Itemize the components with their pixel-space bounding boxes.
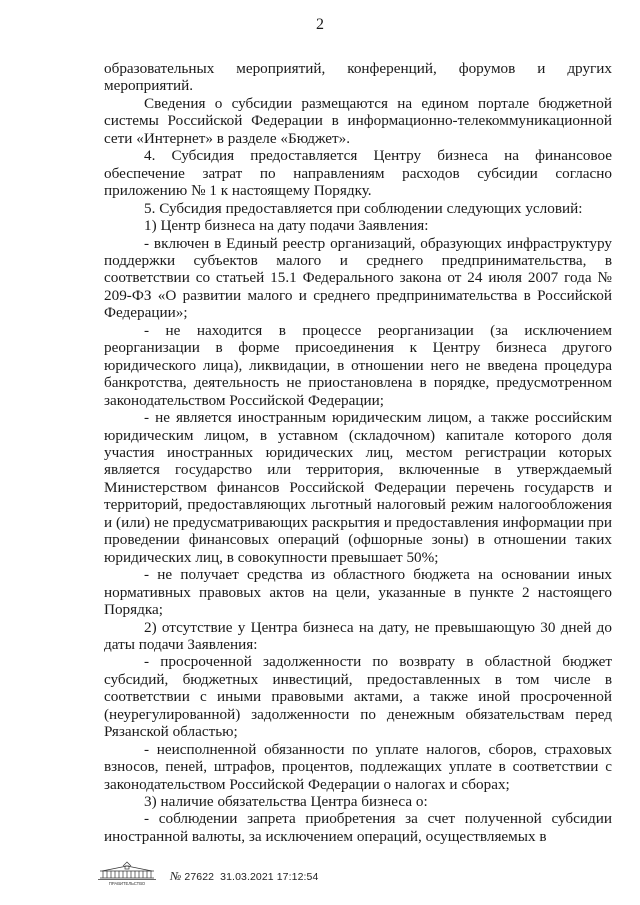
paragraph: 2) отсутствие у Центра бизнеса на дату, не превышающую 30 дней до даты подачи Заявления:: [104, 618, 612, 653]
document-stamp: [170, 868, 318, 886]
document-id: 27622: [184, 871, 215, 883]
paragraph: - не является иностранным юридическим лицом, а также российским юридическим лицом, в уставном (складочном) капитале которого доля участия иностранных юридических лиц, местом регистрации которых является государство или территория, включенные в утверждаемый Министерством финансов Российской Федерации перечень государств и территорий, предоставляющих льготный налоговый режим налогообложения и (или) не предусматривающих раскрытия и предоставления информации при проведении финансовых операций (офшорные зоны) в отношении таких юридических лиц, в совокупности превышает 50%;: [104, 409, 612, 566]
government-building-logo: [96, 860, 158, 886]
number-sign: №: [170, 869, 182, 883]
paragraph: Сведения о субсидии размещаются на едином портале бюджетной системы Российской Федерации в информационно-телекоммуникационной сети «Интернет» в разделе «Бюджет».: [104, 94, 612, 147]
logo-caption: ПРАВИТЕЛЬСТВО: [108, 881, 146, 886]
paragraph: - не находится в процессе реорганизации (за исключением реорганизации в форме присоединения к Центру бизнеса другого юридического лица), ликвидации, в отношении него не введена процедура банкротства, деятельность не приостановлена в порядке, предусмотренном законодательством Российской Федерации;: [104, 321, 612, 409]
document-datetime: 31.03.2021 17:12:54: [220, 871, 319, 883]
paragraph: 3) наличие обязательства Центра бизнеса о:: [144, 793, 428, 811]
paragraph: - просроченной задолженности по возврату в областной бюджет субсидий, бюджетных инвестиций, предоставленных в том числе в соответствии с иными правовыми актами, а также иной просроченной (неурегулированной) задолженности по денежным обязательствам перед Рязанской областью;: [104, 653, 612, 741]
paragraph: 1) Центр бизнеса на дату подачи Заявления:: [144, 217, 429, 235]
page-number: 2: [316, 16, 324, 33]
paragraph: - соблюдении запрета приобретения за счет полученной субсидии иностранной валюты, за исключением операций, осуществляемых в: [104, 810, 612, 845]
paragraph: - неисполненной обязанности по уплате налогов, сборов, страховых взносов, пеней, штрафов, процентов, подлежащих уплате в соответствии с законодательством Российской Федерации о налогах и сборах;: [104, 740, 612, 793]
paragraph: образовательных мероприятий, конференций, форумов и других мероприятий.: [104, 60, 612, 95]
paragraph: - не получает средства из областного бюджета на основании иных нормативных правовых актов на цели, указанные в пункте 2 настоящего Порядка;: [104, 566, 612, 619]
paragraph: - включен в Единый реестр организаций, образующих инфраструктуру поддержки субъектов малого и среднего предпринимательства, в соответствии со статьей 15.1 Федерального закона от 24 июля 2007 года № 209-ФЗ «О развитии малого и среднего предпринимательства в Российской Федерации»;: [104, 234, 612, 322]
paragraph: 4. Субсидия предоставляется Центру бизнеса на финансовое обеспечение затрат по направлениям расходов субсидии согласно приложению № 1 к настоящему Порядку.: [104, 147, 612, 200]
document-body: [104, 60, 612, 845]
document-footer: [96, 860, 396, 888]
paragraph: 5. Субсидия предоставляется при соблюдении следующих условий:: [144, 199, 583, 217]
